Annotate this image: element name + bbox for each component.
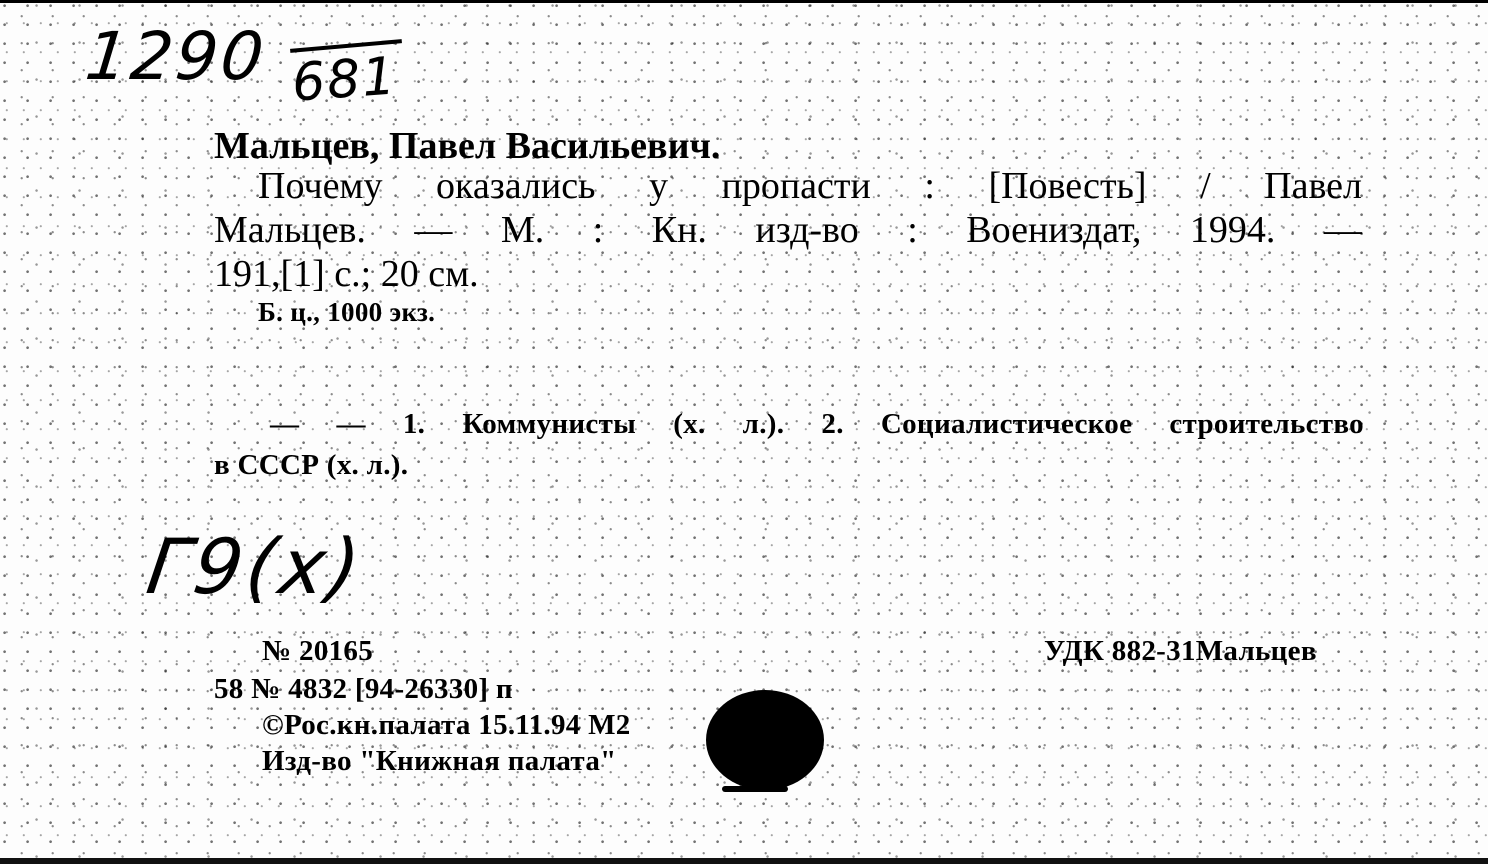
order-number: 58 № 4832 [94-26330] п (214, 673, 513, 705)
imprint-word: 1994. (1189, 209, 1276, 251)
subject-word: — (336, 408, 366, 440)
subject-word: Социалистическое (880, 408, 1133, 440)
subject-word: (х. (673, 408, 706, 440)
title-word: у (648, 165, 668, 207)
imprint-word: — (1323, 209, 1362, 251)
pages-line: 191,[1] с.; 20 см. (214, 253, 479, 295)
subject-word: строительство (1169, 408, 1364, 440)
subjects-line (270, 407, 1364, 441)
subjects-line-continued: в СССР (х. л.). (214, 449, 409, 481)
imprint-word: Воениздат, (966, 209, 1142, 251)
title-word: оказались (436, 165, 596, 207)
handwritten-classification: Г9(х) (141, 522, 370, 611)
subject-word: Коммунисты (462, 408, 637, 440)
title-line (258, 164, 1362, 208)
subject-word: л.). (742, 408, 785, 440)
registration-number: № 20165 (262, 635, 373, 667)
title-word: Почему (258, 165, 383, 207)
handwritten-call-number: 1290 (81, 18, 271, 95)
copyright-line: ©Рос.кн.палата 15.11.94 М2 (262, 709, 631, 741)
price-line: Б. ц., 1000 экз. (258, 297, 436, 327)
imprint-word: : (907, 209, 918, 251)
publisher-line: Изд-во "Книжная палата" (262, 745, 617, 777)
title-word: [Повесть] (988, 165, 1147, 207)
imprint-word: М. (500, 209, 545, 251)
author-heading: Мальцев, Павел Васильевич. (214, 125, 721, 167)
imprint-word: Кн. (651, 209, 707, 251)
title-word: / (1200, 165, 1211, 207)
imprint-word: Мальцев. (214, 209, 366, 251)
subject-word: — (270, 408, 300, 440)
title-word: Павел (1264, 165, 1362, 207)
imprint-word: — (414, 209, 453, 251)
title-word: : (924, 165, 935, 207)
subject-word: 2. (821, 408, 844, 440)
udk-code: УДК 882-31Мальцев (1044, 635, 1317, 667)
ink-blot (706, 690, 824, 790)
imprint-line (214, 208, 1362, 252)
handwritten-call-number-denominator: 681 (290, 46, 400, 114)
ink-blot-tail (722, 786, 788, 792)
subject-word: 1. (402, 408, 426, 440)
imprint-word: изд-во (755, 209, 859, 251)
imprint-word: : (592, 209, 604, 251)
title-word: пропасти (721, 165, 871, 207)
